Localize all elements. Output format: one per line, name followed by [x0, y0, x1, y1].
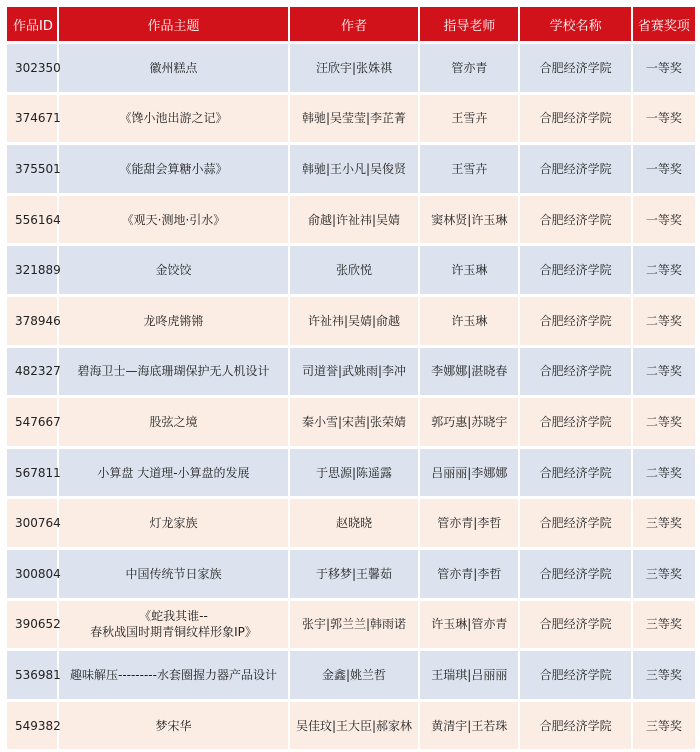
teachers-cell: 郭巧惠|苏晓宇 — [420, 398, 518, 446]
teachers-cell: 管亦青 — [420, 44, 518, 92]
awards-table — [5, 4, 697, 752]
school-cell: 合肥经济学院 — [520, 702, 630, 750]
work-theme-line: 中国传统节日家族 — [125, 566, 222, 581]
header-award: 省赛奖项 — [633, 7, 695, 41]
authors-cell: 吴佳玟|王大臣|郝家林 — [290, 702, 418, 750]
work-theme-line: 《能甜会算糖小蒜》 — [119, 161, 228, 176]
authors-cell: 秦小雪|宋茜|张荣婧 — [290, 398, 418, 446]
award-cell: 一等奖 — [633, 145, 695, 193]
award-cell: 一等奖 — [633, 44, 695, 92]
work-id-cell: 390652 — [7, 601, 57, 649]
header-authors: 作者 — [290, 7, 418, 41]
teachers-cell: 管亦青|李哲 — [420, 550, 518, 598]
teachers-cell: 许玉琳 — [420, 297, 518, 345]
authors-cell: 于思源|陈遥露 — [290, 449, 418, 497]
school-cell: 合肥经济学院 — [520, 651, 630, 699]
award-cell: 一等奖 — [633, 196, 695, 244]
table-body — [7, 44, 695, 749]
table-row — [7, 550, 695, 598]
table-row — [7, 297, 695, 345]
teachers-cell: 吕丽丽|李娜娜 — [420, 449, 518, 497]
work-theme-line: 梦宋华 — [155, 718, 192, 733]
work-id-cell: 567811 — [7, 449, 57, 497]
work-theme-line: 徽州糕点 — [149, 60, 198, 75]
school-cell: 合肥经济学院 — [520, 145, 630, 193]
school-cell: 合肥经济学院 — [520, 196, 630, 244]
work-id-cell: 549382 — [7, 702, 57, 750]
school-cell: 合肥经济学院 — [520, 348, 630, 396]
award-cell: 二等奖 — [633, 297, 695, 345]
table-row — [7, 95, 695, 143]
authors-cell: 金鑫|姚兰哲 — [290, 651, 418, 699]
award-cell: 一等奖 — [633, 95, 695, 143]
award-cell: 三等奖 — [633, 601, 695, 649]
work-id-cell: 556164 — [7, 196, 57, 244]
work-id-cell: 482327 — [7, 348, 57, 396]
work-id-cell: 321889 — [7, 246, 57, 294]
school-cell: 合肥经济学院 — [520, 601, 630, 649]
authors-cell: 张欣悦 — [290, 246, 418, 294]
work-theme-cell — [59, 499, 288, 547]
school-cell: 合肥经济学院 — [520, 95, 630, 143]
teachers-cell: 王雪卉 — [420, 145, 518, 193]
work-theme-cell — [59, 145, 288, 193]
table-row — [7, 145, 695, 193]
work-theme-cell — [59, 398, 288, 446]
work-theme-line: 金饺饺 — [155, 263, 192, 278]
work-theme-line: 股弦之境 — [149, 414, 198, 429]
table-row — [7, 348, 695, 396]
school-cell: 合肥经济学院 — [520, 499, 630, 547]
work-id-cell: 536981 — [7, 651, 57, 699]
teachers-cell: 王瑞琪|吕丽丽 — [420, 651, 518, 699]
teachers-cell: 黄清宇|王若珠 — [420, 702, 518, 750]
work-id-cell: 374671 — [7, 95, 57, 143]
work-theme-line: 《观天·测地·引水》 — [121, 212, 226, 227]
authors-cell: 张宇|郭兰兰|韩雨诺 — [290, 601, 418, 649]
table-row — [7, 449, 695, 497]
work-theme-cell — [59, 44, 288, 92]
work-theme-line: 碧海卫士—海底珊瑚保护无人机设计 — [77, 364, 270, 379]
work-theme-line: 《馋小池出游之记》 — [119, 111, 228, 126]
work-theme-line: 灯龙家族 — [149, 516, 198, 531]
table-row — [7, 601, 695, 649]
table-row — [7, 499, 695, 547]
work-id-cell: 302350 — [7, 44, 57, 92]
authors-cell: 许祉祎|吴婧|俞越 — [290, 297, 418, 345]
award-cell: 二等奖 — [633, 398, 695, 446]
teachers-cell: 窦林贤|许玉琳 — [420, 196, 518, 244]
school-cell: 合肥经济学院 — [520, 550, 630, 598]
work-id-cell: 300764 — [7, 499, 57, 547]
table-row — [7, 246, 695, 294]
work-theme-cell — [59, 348, 288, 396]
school-cell: 合肥经济学院 — [520, 44, 630, 92]
header-work-id: 作品ID — [7, 7, 57, 41]
work-theme-cell — [59, 601, 288, 649]
award-cell: 三等奖 — [633, 651, 695, 699]
teachers-cell: 许玉琳 — [420, 246, 518, 294]
authors-cell: 韩驰|吴莹莹|李芷菁 — [290, 95, 418, 143]
school-cell: 合肥经济学院 — [520, 398, 630, 446]
table-row — [7, 44, 695, 92]
authors-cell: 司道誉|武姚雨|李冲 — [290, 348, 418, 396]
work-theme-cell — [59, 95, 288, 143]
work-theme-line: 小算盘 大道理-小算盘的发展 — [97, 465, 250, 480]
table-header-row — [7, 7, 695, 41]
table-row — [7, 196, 695, 244]
table-row — [7, 398, 695, 446]
teachers-cell: 许玉琳|管亦青 — [420, 601, 518, 649]
authors-cell: 汪欣宇|张姝祺 — [290, 44, 418, 92]
table-row — [7, 702, 695, 750]
work-theme-line: 趣味解压---------水套圈握力器产品设计 — [69, 667, 277, 682]
school-cell: 合肥经济学院 — [520, 297, 630, 345]
school-cell: 合肥经济学院 — [520, 449, 630, 497]
header-teachers: 指导老师 — [420, 7, 518, 41]
work-id-cell: 378946 — [7, 297, 57, 345]
awards-table-container — [7, 7, 695, 752]
work-theme-cell — [59, 196, 288, 244]
authors-cell: 韩驰|王小凡|吴俊贤 — [290, 145, 418, 193]
work-id-cell: 547667 — [7, 398, 57, 446]
work-theme-cell — [59, 702, 288, 750]
award-cell: 三等奖 — [633, 550, 695, 598]
award-cell: 三等奖 — [633, 499, 695, 547]
authors-cell: 赵晓晓 — [290, 499, 418, 547]
award-cell: 三等奖 — [633, 702, 695, 750]
header-work-theme: 作品主题 — [59, 7, 288, 41]
work-id-cell: 300804 — [7, 550, 57, 598]
teachers-cell: 管亦青|李哲 — [420, 499, 518, 547]
award-cell: 二等奖 — [633, 246, 695, 294]
header-school: 学校名称 — [520, 7, 630, 41]
authors-cell: 俞越|许祉祎|吴婧 — [290, 196, 418, 244]
teachers-cell: 王雪卉 — [420, 95, 518, 143]
authors-cell: 于移梦|王馨茹 — [290, 550, 418, 598]
work-theme-line: 龙咚虎锵锵 — [143, 313, 204, 328]
award-cell: 二等奖 — [633, 449, 695, 497]
work-theme-line: 《蛇我其谁-- — [139, 609, 208, 624]
work-theme-cell — [59, 246, 288, 294]
work-theme-cell — [59, 297, 288, 345]
work-theme-cell — [59, 651, 288, 699]
work-theme-line: 春秋战国时期青铜纹样形象IP》 — [90, 625, 257, 640]
work-theme-cell — [59, 550, 288, 598]
award-cell: 二等奖 — [633, 348, 695, 396]
school-cell: 合肥经济学院 — [520, 246, 630, 294]
teachers-cell: 李娜娜|湛晓春 — [420, 348, 518, 396]
table-row — [7, 651, 695, 699]
work-id-cell: 375501 — [7, 145, 57, 193]
work-theme-cell — [59, 449, 288, 497]
